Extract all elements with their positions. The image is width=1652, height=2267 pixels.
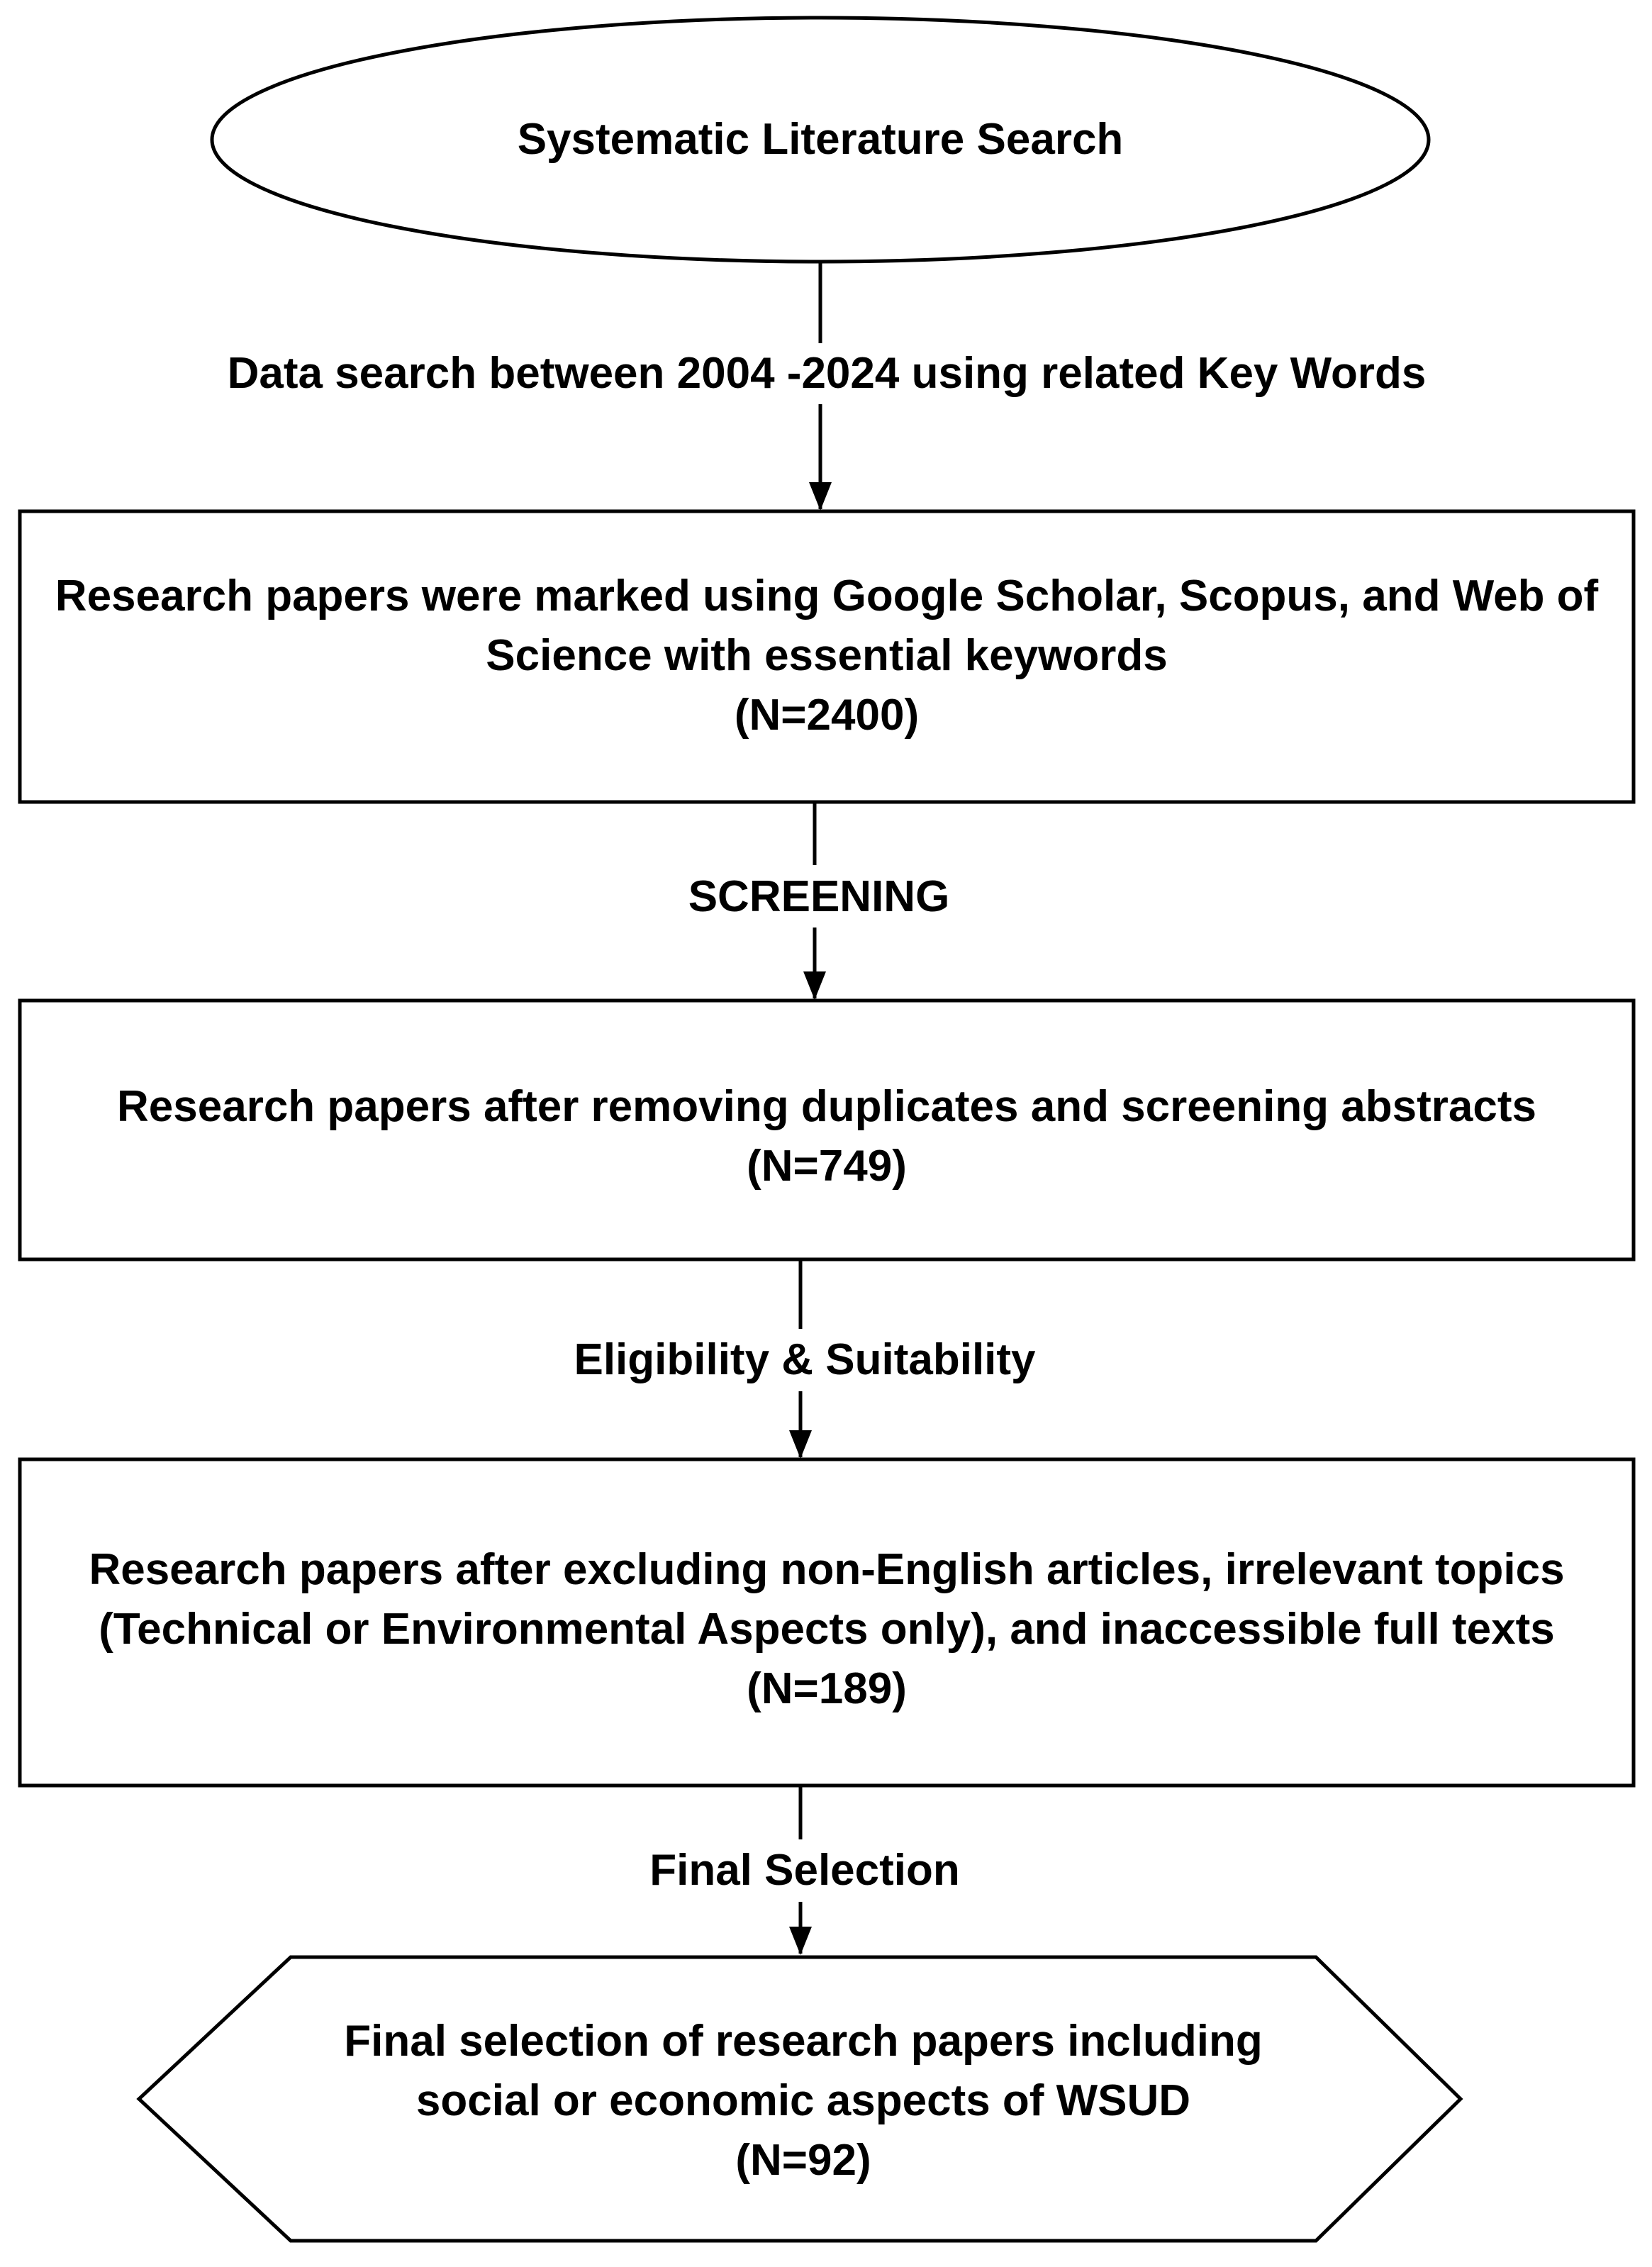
arrowhead-3 [789, 1430, 812, 1459]
arrowhead-1 [809, 482, 832, 511]
box-identification-count: (N=2400) [734, 691, 920, 740]
start-label [213, 106, 1428, 173]
box-screening-count: (N=749) [747, 1142, 907, 1191]
box-eligibility-count: (N=189) [747, 1664, 907, 1713]
arrowhead-4 [789, 1927, 812, 1955]
edge-label-final-selection: Final Selection [517, 1842, 1093, 1899]
edge-label-search: Data search between 2004 -2024 using related Key Words [113, 345, 1540, 402]
box-eligibility-line1: Research papers after excluding non-English articles, irrelevant topics [89, 1545, 1565, 1594]
box-identification-line1: Research papers were marked using Google Scholar, Scopus, and Web of [55, 572, 1599, 620]
start-label-text: Systematic Literature Search [517, 115, 1124, 164]
edge-label-eligibility: Eligibility & Suitability [446, 1332, 1163, 1388]
box-eligibility-line2: (Technical or Environmental Aspects only), and inaccessible full texts [99, 1605, 1555, 1654]
box-screening-line1: Research papers after removing duplicates and screening abstracts [117, 1082, 1536, 1131]
final-line1: Final selection of research papers including [344, 2016, 1263, 2066]
arrowhead-2 [803, 971, 826, 1000]
edge-label-screening: SCREENING [602, 869, 1036, 925]
final-line2: social or economic aspects of WSUD [415, 2076, 1191, 2125]
box-screening-label [28, 1073, 1625, 1201]
final-label [213, 2010, 1394, 2191]
box-eligibility-label [28, 1534, 1625, 1725]
box-identification-label [28, 560, 1625, 752]
final-count: (N=92) [735, 2135, 871, 2185]
box-identification-line2: Science with essential keywords [486, 631, 1168, 680]
